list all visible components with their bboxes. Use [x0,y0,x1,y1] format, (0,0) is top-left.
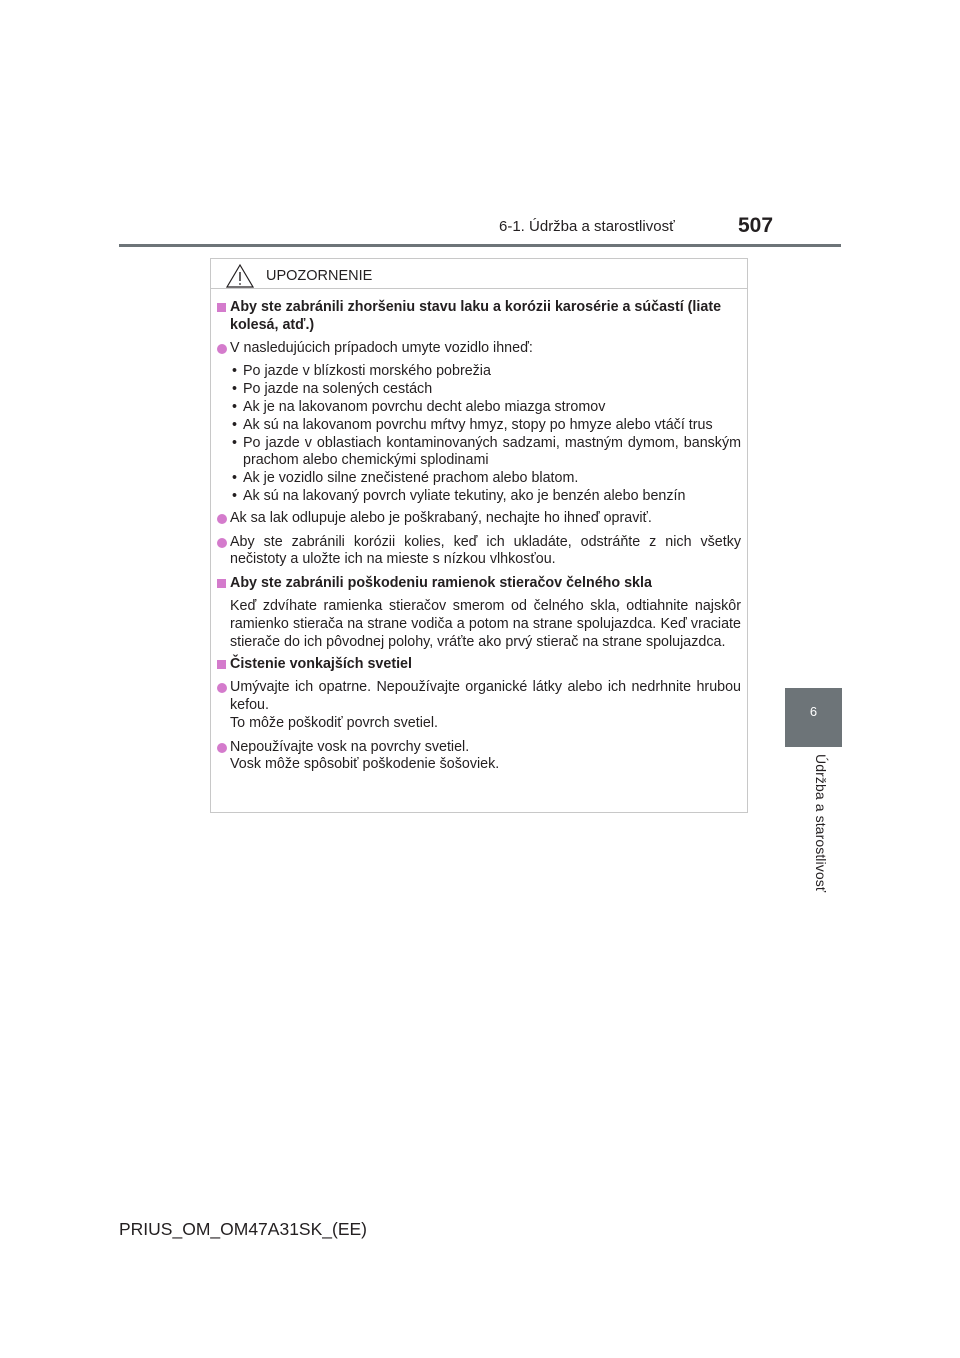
circle-bullet-icon [217,514,227,524]
square-bullet-icon [217,660,226,669]
list-item: V nasledujúcich prípadoch umyte vozidlo ihneď: [217,340,741,358]
chapter-tab [785,688,842,747]
sub-list-item: • Ak je na lakovanom povrchu decht alebo miazga stromov [230,399,741,417]
list-item: Aby ste zabránili korózii kolies, keď ich ukladáte, odstráňte z nich všetky nečistoty a uložte ich na mieste s nízkou vlhkosťou. [217,534,741,570]
section-title: Čistenie vonkajších svetiel [217,656,741,674]
list-item: Umývajte ich opatrne. Nepoužívajte organické látky alebo ich nedrhnite hrubou kefou. To môže poškodiť povrch svetiel. [217,679,741,732]
circle-bullet-icon [217,683,227,693]
circle-bullet-icon [217,743,227,753]
list-item-note: Vosk môže spôsobiť poškodenie šošoviek. [230,756,500,773]
circle-bullet-icon [217,344,227,354]
sub-list-item: • Po jazde v oblastiach kontaminovaných sadzami, mastným dymom, banským prachom alebo chemickými splodinami [230,435,741,471]
square-bullet-icon [217,579,226,588]
sub-list-item: • Po jazde na solených cestách [230,381,741,399]
header-divider [119,244,841,247]
paragraph: Keď zdvíhate ramienka stieračov smerom od čelného skla, odtiahnite najskôr ramienko stierača na strane vodiča a potom na strane spolujazdca. Keď vraciate stierače do ich pôvodnej polohy, vráťte ako prvý stierač na strane spolujazdca. [230,597,741,650]
caution-box [210,258,748,813]
section-title: Aby ste zabránili zhoršeniu stavu laku a korózii karosérie a súčastí (liate kolesá, atď.) [217,299,741,335]
list-item: Nepoužívajte vosk na povrchy svetiel. Vosk môže spôsobiť poškodenie šošoviek. [217,739,741,775]
caution-divider [211,288,747,289]
square-bullet-icon [217,303,226,312]
section-title: Aby ste zabránili poškodeniu ramienok stieračov čelného skla [217,575,741,593]
page-number: 507 [738,214,774,237]
warning-triangle-icon [225,263,255,294]
sub-list-item: • Po jazde v blízkosti morského pobrežia [230,363,741,381]
sub-list-item: • Ak sú na lakovaný povrch vyliate tekutiny, ako je benzén alebo benzín [230,488,741,506]
sub-list-item: • Ak sú na lakovanom povrchu mŕtvy hmyz, stopy po hmyze alebo vtáčí trus [230,417,741,435]
header-section-title: 6-1. Údržba a starostlivosť [499,218,675,235]
list-item-note: To môže poškodiť povrch svetiel. [230,714,438,731]
document-code: PRIUS_OM_OM47A31SK_(EE) [119,1219,368,1239]
caution-content [217,299,741,780]
list-item: Ak sa lak odlupuje alebo je poškrabaný, nechajte ho ihneď opraviť. [217,510,741,528]
sub-list [217,363,741,505]
sub-list-item: • Ak je vozidlo silne znečistené prachom alebo blatom. [230,470,741,488]
circle-bullet-icon [217,538,227,548]
chapter-number: 6 [809,704,818,719]
chapter-label: Údržba a starostlivosť [813,754,829,893]
caution-label: UPOZORNENIE [266,268,373,284]
